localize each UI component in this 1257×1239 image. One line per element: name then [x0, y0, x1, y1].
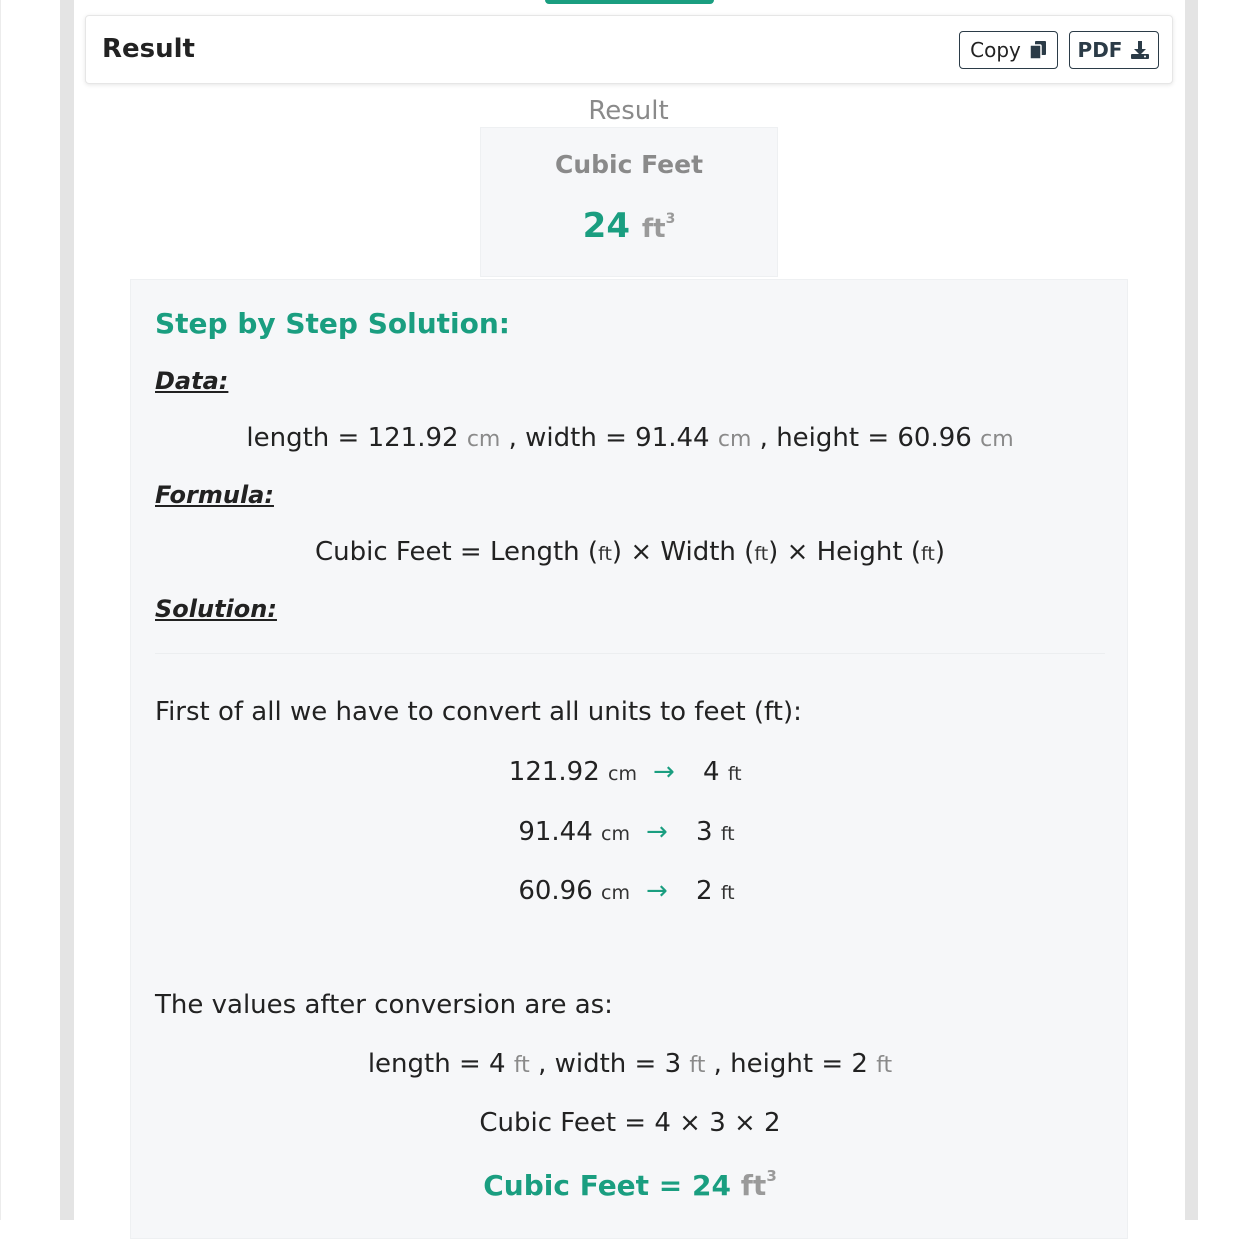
convert-intro: First of all we have to convert all units to feet (ft): [155, 697, 802, 727]
arrow-right-icon: → [646, 817, 668, 847]
width-value: 91.44 [635, 423, 710, 453]
from-unit: cm [601, 882, 630, 904]
conversion-from [518, 876, 630, 906]
formula-line: Cubic Feet = Length (ft) × Width (ft) × Height (ft) [315, 537, 945, 567]
calculation-line: Cubic Feet = 4 × 3 × 2 [479, 1108, 781, 1138]
conversion-to [696, 817, 735, 847]
height-label: height [776, 423, 860, 453]
from-unit: cm [601, 823, 630, 845]
length-value: 121.92 [367, 423, 459, 453]
conversion-from [518, 817, 630, 847]
data-label: Data: [155, 367, 229, 395]
result-unit: ft [641, 214, 666, 244]
result-header-bar [85, 15, 1173, 84]
from-value: 60.96 [518, 876, 593, 906]
final-answer-text: Cubic Feet = 24 [483, 1169, 731, 1202]
conversion-row [131, 876, 1129, 910]
solution-label: Solution: [155, 595, 277, 623]
to-unit: ft [720, 823, 735, 845]
width-unit: cm [717, 427, 752, 452]
to-value: 3 [696, 817, 713, 847]
solution-panel [130, 279, 1128, 1239]
to-value: 2 [696, 876, 713, 906]
left-gutter [60, 0, 74, 1220]
converted-height: 2 [851, 1049, 868, 1079]
converted-length-unit: ft [513, 1053, 530, 1078]
conversion-to [696, 876, 735, 906]
from-value: 121.92 [508, 757, 600, 787]
pdf-button[interactable] [1069, 31, 1159, 69]
result-card-title: Cubic Feet [554, 150, 704, 179]
copy-icon [1029, 40, 1047, 60]
right-gutter [1185, 0, 1198, 1220]
result-subheading: Result [588, 96, 669, 126]
conversion-row [131, 817, 1129, 851]
converted-height-unit: ft [876, 1053, 893, 1078]
from-value: 91.44 [518, 817, 593, 847]
formula-label: Formula: [155, 481, 274, 509]
formula-lhs: Cubic Feet [315, 537, 452, 567]
to-unit: ft [727, 763, 742, 785]
final-answer-power: 3 [766, 1167, 777, 1185]
download-icon [1130, 40, 1150, 60]
calculate-button-edge[interactable] [545, 0, 714, 4]
pdf-button-label: PDF [1077, 38, 1123, 62]
length-unit: cm [466, 427, 501, 452]
arrow-right-icon: → [653, 757, 675, 787]
converted-values-line: length = 4 ft , width = 3 ft , height = 2 ft [367, 1049, 893, 1079]
result-title: Result [102, 34, 195, 64]
width-label: width [525, 423, 597, 453]
length-label: length [246, 423, 330, 453]
page-edge [0, 0, 1, 1220]
to-value: 4 [703, 757, 720, 787]
solution-heading: Step by Step Solution: [155, 307, 510, 340]
converted-width: 3 [664, 1049, 682, 1079]
copy-button-label: Copy [970, 38, 1021, 62]
to-unit: ft [720, 882, 735, 904]
result-unit-power: 3 [665, 211, 676, 227]
result-value: 24 [582, 206, 630, 246]
from-unit: cm [608, 763, 637, 785]
converted-length: 4 [489, 1049, 506, 1079]
formula-width-unit: ft [754, 543, 769, 565]
copy-button[interactable] [959, 31, 1058, 69]
final-answer [131, 1167, 1129, 1202]
formula-height: Height [816, 537, 903, 567]
arrow-right-icon: → [646, 876, 668, 906]
conversion-row [131, 757, 1129, 791]
conversion-to [703, 757, 742, 787]
height-value: 60.96 [897, 423, 972, 453]
data-line: length = 121.92 cm , width = 91.44 cm , height = 60.96 cm [246, 423, 1014, 453]
formula-height-unit: ft [921, 543, 935, 565]
conversion-from [509, 757, 637, 787]
after-conversion-intro: The values after conversion are as: [155, 990, 613, 1020]
converted-width-unit: ft [689, 1053, 706, 1078]
formula-width: Width [660, 537, 736, 567]
height-unit: cm [980, 427, 1014, 452]
solution-divider [155, 653, 1105, 654]
formula-length-unit: ft [598, 543, 612, 565]
final-answer-unit: ft [740, 1169, 767, 1202]
result-card-value [481, 206, 777, 246]
result-card [480, 127, 778, 277]
formula-length: Length [489, 537, 580, 567]
